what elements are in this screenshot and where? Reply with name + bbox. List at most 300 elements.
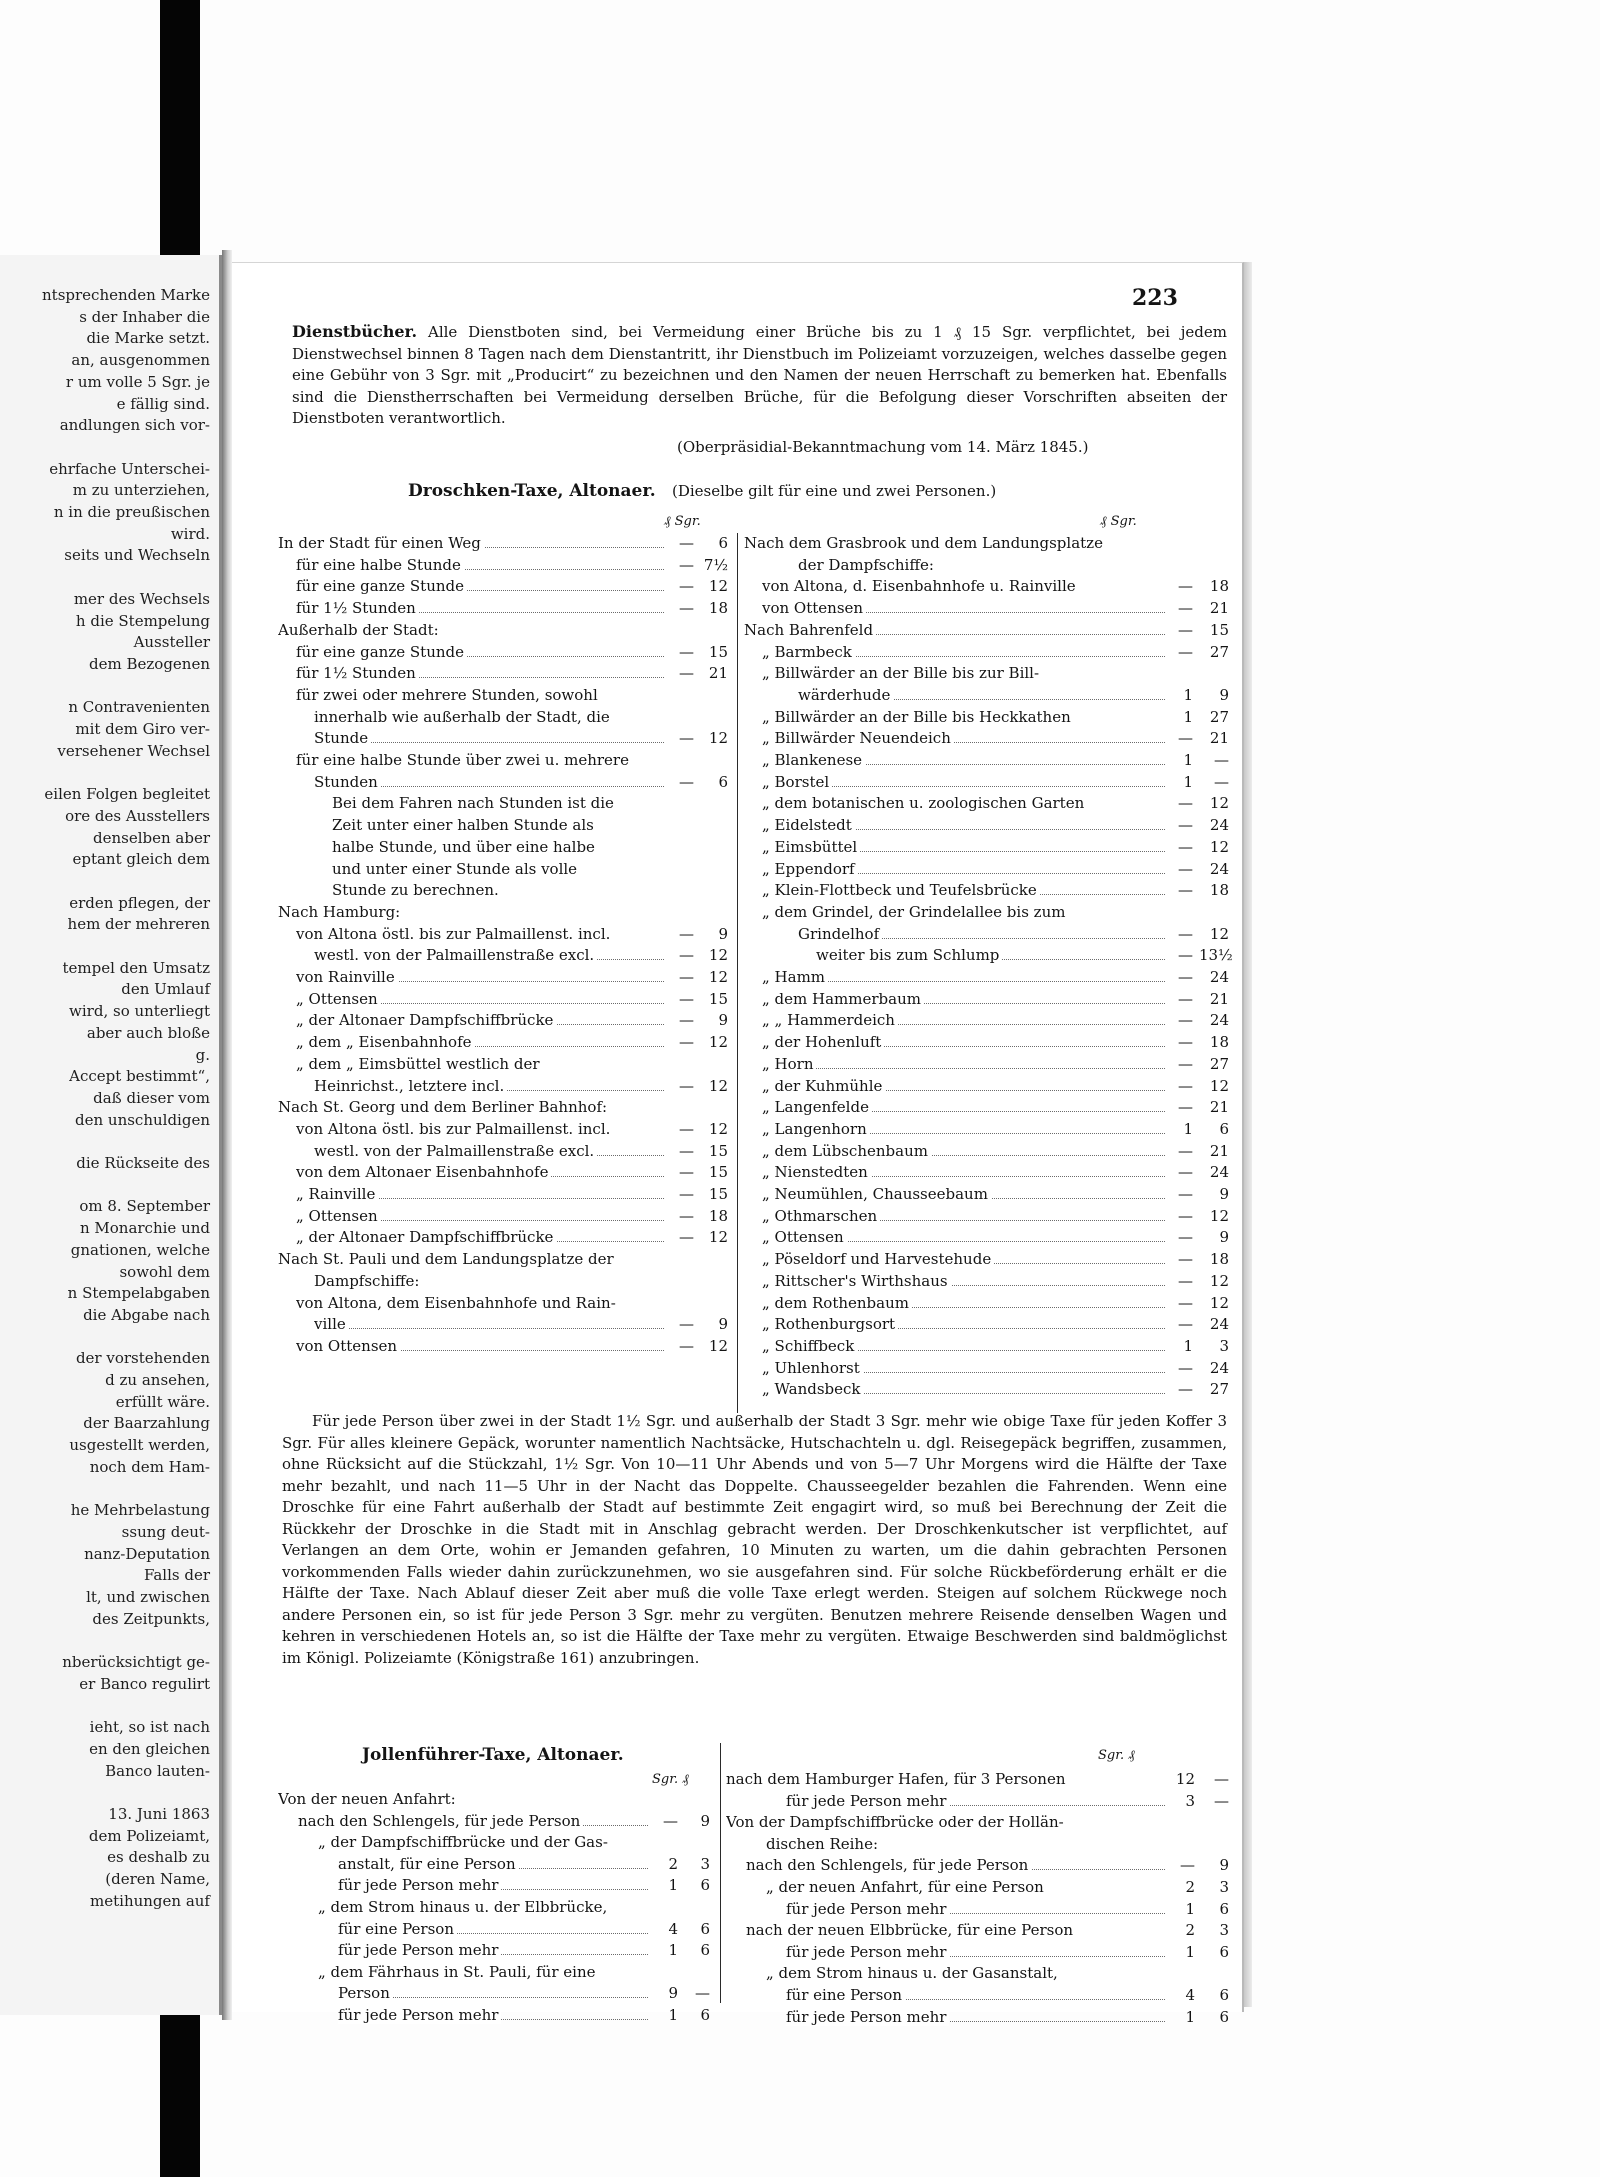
jollen-right-row-value-1: 1: [1185, 1942, 1195, 1961]
droschken-right-row-value-2: 18: [1209, 1250, 1229, 1269]
droschken-left-row: [278, 1054, 728, 1076]
droschken-right-row-value-2: 15: [1209, 620, 1229, 639]
droschken-left-row-label: „ Ottensen: [296, 989, 666, 1011]
jollen-title: Jollenführer-Taxe, Altonaer.: [362, 1745, 624, 1765]
droschken-right-row-label: wärderhude: [798, 685, 1167, 707]
jollen-right-row-label: Von der Dampfschiffbrücke oder der Hollän-: [726, 1812, 1167, 1834]
jollen-left-row-label: Person: [338, 1983, 650, 2005]
droschken-right-row-value-1: —: [1178, 1054, 1193, 1073]
droschken-left-row-value-2: 12: [708, 1119, 728, 1138]
left-leaf-line: [0, 1696, 222, 1717]
droschken-right-row-value-2: 24: [1209, 816, 1229, 835]
droschken-left-row: [278, 924, 728, 946]
left-leaf-line: hem der mehreren: [67, 915, 210, 934]
droschken-left-row-label: halbe Stunde, und über eine halbe: [332, 837, 666, 859]
left-leaf-line: ehrfache Unterschei-: [49, 459, 210, 478]
droschken-right-row-value-2: 21: [1209, 989, 1229, 1008]
left-leaf-line: n Monarchie und: [79, 1219, 210, 1238]
gutter-shadow: [222, 250, 232, 2020]
droschken-right-row-value-1: —: [1178, 1185, 1193, 1203]
droschken-right-row-label: „ Langenhorn: [762, 1119, 1167, 1141]
droschken-right-row-label: „ Hamm: [762, 967, 1167, 989]
left-leaf-line: n Stempelabgaben: [67, 1284, 210, 1303]
left-leaf-line: [0, 676, 222, 697]
droschken-right-row-value-1: —: [1178, 620, 1193, 639]
droschken-left-row-value-2: 21: [708, 664, 728, 683]
droschken-left-row-value-2: 12: [708, 1228, 728, 1247]
droschken-right-row-value-1: —: [1178, 599, 1193, 618]
jollen-column-rule: [720, 1743, 721, 2003]
jollen-left-table: [278, 1789, 710, 2029]
droschken-left-row-value-1: —: [679, 1206, 694, 1225]
jollen-left-row-label: für jede Person mehr: [338, 2005, 650, 2027]
droschken-right-row-value-2: 12: [1209, 1076, 1229, 1095]
droschken-right-row-label: „ Nienstedten: [762, 1162, 1167, 1184]
left-page-fragment: [0, 255, 222, 2015]
jollen-right-row-value-2: 3: [1219, 1921, 1229, 1940]
droschken-right-row-value-1: —: [1178, 946, 1193, 965]
jollen-right-row-label: „ der neuen Anfahrt, für eine Person: [766, 1877, 1167, 1899]
jollen-left-row-value-1: 1: [668, 1876, 678, 1895]
droschken-left-row-label: von Altona östl. bis zur Palmaillenst. incl.: [296, 1119, 666, 1141]
droschken-right-row-value-2: 3: [1219, 1336, 1229, 1355]
droschken-right-row: [744, 1054, 1229, 1076]
droschken-paragraph-text: Für jede Person über zwei in der Stadt 1½ Sgr. und außerhalb der Stadt 3 Sgr. mehr wie obige Taxe für jeden Koffer 3 Sgr. Für alles kleinere Gepäck, worunter namentlich Nachtsäcke, Hutschachteln u. dgl. Reisegepäck begriffen, zusammen, ohne Rücksicht auf die Stückzahl, 1½ Sgr. Von 10—11 Uhr Abends und von 5—7 Uhr Morgens wird die Hälfte der Taxe mehr bezahlt, und nach 11—5 Uhr in der Nacht das Doppelte. Chausseegelder bezahlen die Fahrenden. Wenn eine Droschke für eine Fahrt außerhalb der Stadt auf bestimmte Zeit engagirt wird, so muß bei Berechnung der Zeit die Rückkehr der Droschke in die Stadt mit in Anschlag gebracht werden. Der Droschkenkutscher ist verpflichtet, auf Verlangen an dem Orte, wohin er Jemanden gefahren, 10 Minuten zu warten, um die dahin gebrachten Personen vorkommenden Falls wieder dahin zurückzunehmen, wo sie ausgefahren sind. Für solche Rückbeförderung erhält er die Hälfte der Taxe. Nach Ablauf dieser Zeit aber muß die volle Taxe erlegt werden. Steigen auf solchem Rückwege noch andere Personen ein, so ist für jede Person 3 Sgr. mehr zu vergüten. Benutzen mehrere Reisende denselben Wagen und kehren in verschiedenen Hotels an, so ist die Hälfte der Taxe mehr zu vergüten. Etwaige Beschwerden sind baldmöglichst im Königl. Polizeiamte (Königstraße 161) anzubringen.: [282, 1412, 1227, 1667]
left-leaf-line: aber auch bloße: [86, 1023, 210, 1042]
droschken-right-row-value-2: 9: [1219, 685, 1229, 704]
droschken-right-row-value-1: —: [1178, 816, 1193, 835]
droschken-left-row: [278, 533, 728, 555]
droschken-left-row-label: Bei dem Fahren nach Stunden ist die: [332, 793, 666, 815]
jollen-left-row-value-2: 6: [700, 2006, 710, 2024]
droschken-left-row: [278, 1097, 728, 1119]
droschken-left-row-value-1: —: [679, 1185, 694, 1203]
jollen-left-row-label: für eine Person: [338, 1919, 650, 1941]
jollen-left-row-value-2: 6: [700, 1919, 710, 1938]
droschken-right-col-header: ₰ Sgr.: [1100, 514, 1137, 529]
droschken-left-row: [278, 837, 728, 859]
droschken-left-row-value-2: 6: [718, 534, 728, 552]
droschken-left-row: [278, 859, 728, 881]
droschken-left-row-label: für eine ganze Stunde: [296, 642, 666, 664]
droschken-right-row: [744, 967, 1229, 989]
droschken-right-row-label: weiter bis zum Schlump: [816, 945, 1167, 967]
left-leaf-line: om 8. September: [79, 1197, 210, 1216]
droschken-right-row: [744, 620, 1229, 642]
droschken-right-row-label: „ Billwärder an der Bille bis zur Bill-: [762, 663, 1167, 685]
jollen-left-row: [278, 2005, 710, 2027]
jollen-left-row: [278, 1811, 710, 1833]
left-leaf-line: es deshalb zu: [107, 1848, 210, 1867]
droschken-left-row-label: „ Rainville: [296, 1184, 666, 1206]
droschken-left-row-value-1: —: [679, 1315, 694, 1334]
left-leaf-line: usgestellt werden,: [69, 1436, 210, 1455]
left-leaf-line: Banco lauten-: [105, 1761, 210, 1780]
droschken-left-row-value-2: 9: [718, 1011, 728, 1030]
droschken-left-row: [278, 1336, 728, 1358]
droschken-left-row-label: von Ottensen: [296, 1336, 666, 1358]
jollen-right-row: [726, 1985, 1229, 2007]
droschken-right-row-value-1: —: [1178, 1163, 1193, 1182]
droschken-right-row-label: „ Eidelstedt: [762, 815, 1167, 837]
droschken-left-row-label: für eine halbe Stunde: [296, 555, 666, 577]
droschken-right-row-value-1: 1: [1183, 1336, 1193, 1355]
droschken-right-row-label: „ dem Grindel, der Grindelallee bis zum: [762, 902, 1167, 924]
droschken-right-row: [744, 576, 1229, 598]
left-leaf-line: der vorstehenden: [75, 1349, 210, 1368]
jollen-left-row: [278, 1897, 710, 1919]
droschken-left-row-value-1: —: [679, 1076, 694, 1095]
left-leaf-line: m zu unterziehen,: [72, 481, 210, 500]
left-leaf-line: erden pflegen, der: [69, 893, 210, 912]
droschken-right-row-label: der Dampfschiffe:: [798, 555, 1167, 577]
droschken-column-rule: [737, 533, 738, 1413]
droschken-right-row-value-1: —: [1178, 881, 1193, 900]
left-leaf-line: [0, 936, 222, 957]
droschken-right-row: [744, 533, 1229, 555]
jollen-left-row-label: für jede Person mehr: [338, 1940, 650, 1962]
droschken-right-row-label: Grindelhof: [798, 924, 1167, 946]
droschken-left-row: [278, 989, 728, 1011]
droschken-left-table: [278, 533, 728, 1413]
jollen-left-row-label: „ dem Fährhaus in St. Pauli, für eine: [318, 1962, 650, 1984]
droschken-left-row-value-1: —: [679, 577, 694, 596]
droschken-left-row-value-1: —: [679, 946, 694, 965]
left-leaf-line: ieht, so ist nach: [89, 1718, 210, 1737]
droschken-left-row: [278, 880, 728, 902]
jollen-right-row-label: für eine Person: [786, 1985, 1167, 2007]
jollen-right-row-label: für jede Person mehr: [786, 1942, 1167, 1964]
droschken-right-row-value-1: —: [1178, 1293, 1193, 1312]
jollen-right-row-value-1: 4: [1185, 1986, 1195, 2004]
left-leaf-line: den Umlauf: [121, 980, 210, 999]
droschken-right-row: [744, 1358, 1229, 1380]
droschken-right-row-value-1: —: [1178, 1206, 1193, 1225]
droschken-right-row-value-2: 21: [1209, 1098, 1229, 1117]
droschken-right-row-value-1: —: [1178, 924, 1193, 943]
binding-strip-top: [160, 0, 200, 262]
droschken-left-row-label: „ Ottensen: [296, 1206, 666, 1228]
droschken-right-row: [744, 815, 1229, 837]
jollen-right-row-value-2: 6: [1219, 1942, 1229, 1961]
jollen-right-row-label: dischen Reihe:: [766, 1834, 1167, 1856]
left-leaf-line: en den gleichen: [89, 1739, 210, 1758]
left-leaf-line: n Contravenienten: [68, 698, 210, 717]
droschken-right-row-value-1: 1: [1183, 685, 1193, 704]
droschken-right-row-value-1: 1: [1183, 751, 1193, 769]
droschken-left-row: [278, 707, 728, 729]
droschken-right-row-label: „ Wandsbeck: [762, 1379, 1167, 1401]
droschken-left-row-label: „ der Altonaer Dampfschiffbrücke: [296, 1227, 666, 1249]
droschken-right-row-value-1: —: [1178, 859, 1193, 878]
droschken-right-row-value-2: 24: [1209, 1011, 1229, 1030]
droschken-right-row-value-2: 27: [1209, 1054, 1229, 1073]
left-leaf-line: die Rückseite des: [76, 1154, 210, 1172]
droschken-right-row-value-1: —: [1178, 642, 1193, 661]
jollen-right-table: [726, 1769, 1229, 2034]
droschken-right-row-value-1: —: [1178, 1033, 1193, 1052]
jollen-left-row-label: anstalt, für eine Person: [338, 1854, 650, 1876]
left-leaf-line: des Zeitpunkts,: [92, 1609, 210, 1628]
droschken-right-row-value-1: —: [1178, 1011, 1193, 1030]
droschken-right-row-value-1: —: [1178, 1141, 1193, 1160]
droschken-right-row-value-2: 18: [1209, 1033, 1229, 1052]
droschken-right-row-value-2: 21: [1209, 1141, 1229, 1160]
jollen-left-row: [278, 1962, 710, 1984]
jollen-right-row: [726, 1963, 1229, 1985]
jollen-right-row: [726, 1855, 1229, 1877]
droschken-right-row: [744, 1076, 1229, 1098]
droschken-left-row-value-1: —: [679, 1141, 694, 1160]
left-leaf-line: [0, 1782, 222, 1803]
droschken-left-row-label: „ der Altonaer Dampfschiffbrücke: [296, 1010, 666, 1032]
droschken-right-row-label: von Altona, d. Eisenbahnhofe u. Rainville: [762, 576, 1167, 598]
left-leaf-line: he Mehrbelastung: [70, 1501, 210, 1520]
droschken-right-row-value-2: 18: [1209, 881, 1229, 900]
droschken-right-row-label: „ Blankenese: [762, 750, 1167, 772]
droschken-left-row-label: westl. von der Palmaillenstraße excl.: [314, 945, 666, 967]
left-leaf-line: Aussteller: [133, 633, 210, 652]
jollen-left-col-header: Sgr. ₰: [652, 1772, 689, 1787]
left-leaf-line: Falls der: [143, 1566, 210, 1585]
droschken-right-row: [744, 555, 1229, 577]
droschken-right-row: [744, 989, 1229, 1011]
droschken-right-row: [744, 1314, 1229, 1336]
droschken-right-row-label: „ Neumühlen, Chausseebaum: [762, 1184, 1167, 1206]
droschken-right-row-value-1: —: [1178, 1228, 1193, 1247]
droschken-left-row: [278, 1206, 728, 1228]
droschken-left-row: [278, 1119, 728, 1141]
droschken-right-row: [744, 924, 1229, 946]
left-leaf-line: [0, 1131, 222, 1152]
binding-strip-bottom: [160, 2012, 200, 2177]
droschken-right-row-value-2: 21: [1209, 599, 1229, 618]
droschken-right-row-value-2: 12: [1209, 794, 1229, 813]
droschken-left-row: [278, 1141, 728, 1163]
droschken-paragraph: [282, 1411, 1227, 1669]
droschken-right-row-value-2: 12: [1209, 1271, 1229, 1290]
droschken-right-row-label: „ der Hohenluft: [762, 1032, 1167, 1054]
droschken-left-row: [278, 1227, 728, 1249]
droschken-left-row: [278, 815, 728, 837]
jollen-left-row-label: „ dem Strom hinaus u. der Elbbrücke,: [318, 1897, 650, 1919]
droschken-left-row: [278, 685, 728, 707]
jollen-right-row-value-2: —: [1214, 1791, 1229, 1810]
jollen-left-row: [278, 1940, 710, 1962]
jollen-right-row-value-1: —: [1180, 1856, 1195, 1875]
droschken-left-row-value-1: —: [679, 599, 694, 618]
left-leaf-line: andlungen sich vor-: [59, 416, 210, 435]
droschken-right-row-label: Nach dem Grasbrook und dem Landungsplatze: [744, 533, 1167, 555]
droschken-left-row-label: von Rainville: [296, 967, 666, 989]
droschken-title: Droschken-Taxe, Altonaer.: [408, 481, 656, 501]
droschken-left-row: [278, 1314, 728, 1336]
droschken-right-row: [744, 902, 1229, 924]
droschken-right-row-value-1: —: [1178, 1380, 1193, 1399]
droschken-right-row-value-2: 9: [1219, 1185, 1229, 1203]
droschken-left-row-label: ville: [314, 1314, 666, 1336]
droschken-right-row-value-1: —: [1178, 1315, 1193, 1334]
droschken-right-row-label: Nach Bahrenfeld: [744, 620, 1167, 642]
left-leaf-line: ore des Ausstellers: [65, 806, 210, 825]
left-leaf-line: die Abgabe nach: [83, 1305, 210, 1324]
droschken-right-row-label: „ Borstel: [762, 772, 1167, 794]
jollen-right-row: [726, 1899, 1229, 1921]
droschken-left-row-label: Nach St. Georg und dem Berliner Bahnhof:: [278, 1097, 666, 1119]
jollen-right-row-label: nach den Schlengels, für jede Person: [746, 1855, 1167, 1877]
droschken-right-row-value-1: 1: [1183, 772, 1193, 791]
left-leaf-line: dem Bezogenen: [89, 654, 210, 673]
droschken-left-row-value-1: —: [679, 1011, 694, 1030]
droschken-left-row-value-2: 12: [708, 968, 728, 986]
left-leaf-line: dem Polizeiamt,: [88, 1826, 210, 1845]
left-leaf-line: daß dieser vom: [93, 1088, 210, 1107]
droschken-left-row-value-1: —: [679, 772, 694, 791]
droschken-right-row: [744, 859, 1229, 881]
droschken-left-row-label: „ dem „ Eisenbahnhofe: [296, 1032, 666, 1054]
droschken-right-row-value-1: —: [1178, 1271, 1193, 1290]
jollen-left-row-value-1: 1: [668, 1941, 678, 1960]
droschken-left-row-label: und unter einer Stunde als volle: [332, 859, 666, 881]
droschken-left-row-value-2: 15: [708, 1163, 728, 1182]
droschken-right-row: [744, 1336, 1229, 1358]
droschken-left-row: [278, 663, 728, 685]
droschken-right-row-label: „ Uhlenhorst: [762, 1358, 1167, 1380]
droschken-left-row: [278, 555, 728, 577]
droschken-right-row-value-1: —: [1178, 1358, 1193, 1377]
droschken-right-row-value-2: 27: [1209, 707, 1229, 726]
droschken-left-row-label: von Altona östl. bis zur Palmaillenst. incl.: [296, 924, 666, 946]
droschken-right-row-value-2: —: [1214, 751, 1229, 769]
droschken-right-row-value-1: —: [1178, 729, 1193, 748]
droschken-left-row: [278, 1249, 728, 1271]
droschken-right-row: [744, 1206, 1229, 1228]
droschken-left-row-value-1: —: [679, 989, 694, 1008]
droschken-left-row-label: innerhalb wie außerhalb der Stadt, die: [314, 707, 666, 729]
dienstbuecher-heading: Dienstbücher.: [292, 322, 418, 341]
left-leaf-line: eptant gleich dem: [72, 850, 210, 869]
left-leaf-line: tempel den Umsatz: [62, 958, 210, 977]
jollen-left-row-value-2: —: [695, 1984, 710, 2003]
droschken-subtitle: (Dieselbe gilt für eine und zwei Personen.): [672, 482, 997, 500]
left-leaf-line: noch dem Ham-: [89, 1457, 210, 1476]
left-leaf-line: Accept bestimmt“,: [69, 1067, 210, 1086]
droschken-left-row-value-2: 18: [708, 599, 728, 618]
left-leaf-line: mer des Wechsels: [73, 589, 210, 608]
droschken-right-row-label: „ Billwärder an der Bille bis Heckkathen: [762, 707, 1167, 729]
droschken-left-row-label: Heinrichst., letztere incl.: [314, 1076, 666, 1098]
droschken-right-row-value-1: —: [1178, 577, 1193, 596]
droschken-right-row-value-2: 12: [1209, 924, 1229, 943]
left-leaf-line: an, ausgenommen: [71, 351, 210, 370]
left-leaf-line: seits und Wechseln: [64, 546, 210, 565]
droschken-right-row-label: „ dem Hammerbaum: [762, 989, 1167, 1011]
droschken-right-row-label: „ dem botanischen u. zoologischen Garten: [762, 793, 1167, 815]
left-leaf-line: ntsprechenden Marke: [42, 286, 210, 304]
jollen-right-row-value-1: 12: [1175, 1770, 1195, 1788]
droschken-right-row-value-1: —: [1178, 1098, 1193, 1117]
left-leaf-line: ssung deut-: [121, 1522, 210, 1541]
jollen-right-row: [726, 1834, 1229, 1856]
droschken-left-row: [278, 902, 728, 924]
left-leaf-line: [0, 1327, 222, 1348]
jollen-right-row-value-1: 1: [1185, 1899, 1195, 1918]
droschken-right-row: [744, 1184, 1229, 1206]
droschken-right-row-value-1: —: [1178, 1076, 1193, 1095]
jollen-left-row: [278, 1789, 710, 1811]
droschken-left-row-value-1: —: [679, 664, 694, 683]
droschken-left-row-label: für eine ganze Stunde: [296, 576, 666, 598]
droschken-left-row: [278, 1010, 728, 1032]
left-leaf-line: eilen Folgen begleitet: [44, 785, 210, 804]
droschken-left-row-value-1: —: [679, 924, 694, 943]
left-leaf-line: [0, 1479, 222, 1500]
droschken-right-row-value-2: 6: [1219, 1119, 1229, 1138]
droschken-left-row-value-2: 7½: [703, 555, 728, 574]
droschken-left-row: [278, 945, 728, 967]
left-leaf-line: r um volle 5 Sgr. je: [65, 372, 210, 391]
droschken-right-row-value-2: 13½: [1199, 946, 1233, 965]
jollen-left-row-value-1: 4: [668, 1919, 678, 1938]
droschken-left-row-value-2: 15: [708, 1141, 728, 1160]
jollen-right-row-value-1: 3: [1185, 1791, 1195, 1810]
droschken-left-row-label: für 1½ Stunden: [296, 598, 666, 620]
droschken-left-row-label: In der Stadt für einen Weg: [278, 533, 666, 555]
droschken-left-row-value-1: —: [679, 1336, 694, 1355]
droschken-left-row-label: Stunde zu berechnen.: [332, 880, 666, 902]
jollen-right-row-value-1: 2: [1185, 1921, 1195, 1940]
droschken-left-row-value-2: 15: [708, 642, 728, 661]
droschken-left-row-value-2: 12: [708, 1336, 728, 1355]
jollen-right-row-value-1: 1: [1185, 2007, 1195, 2026]
droschken-left-col-header: ₰ Sgr.: [664, 514, 701, 529]
droschken-left-row-value-2: 15: [708, 1185, 728, 1203]
jollen-left-row-value-2: 6: [700, 1941, 710, 1960]
left-leaf-line: [0, 1175, 222, 1196]
left-leaf-line: 13. Juni 1863: [108, 1805, 210, 1823]
droschken-right-row-label: „ Horn: [762, 1054, 1167, 1076]
jollen-right-row: [726, 1791, 1229, 1813]
droschken-left-row-value-2: 12: [708, 729, 728, 748]
droschken-left-row-value-2: 15: [708, 989, 728, 1008]
droschken-right-row-value-2: 18: [1209, 577, 1229, 596]
jollen-left-row-value-1: 2: [668, 1854, 678, 1873]
left-leaf-line: [0, 871, 222, 892]
droschken-right-row-label: „ Eppendorf: [762, 859, 1167, 881]
jollen-right-row-value-2: 6: [1219, 1899, 1229, 1918]
droschken-right-row-value-2: 9: [1219, 1228, 1229, 1247]
jollen-right-col-header: Sgr. ₰: [1098, 1748, 1135, 1763]
droschken-right-row-value-2: 24: [1209, 1315, 1229, 1334]
left-leaf-line: lt, und zwischen: [86, 1588, 210, 1606]
droschken-left-row: [278, 642, 728, 664]
left-leaf-line: die Marke setzt.: [86, 329, 210, 348]
droschken-left-row-label: westl. von der Palmaillenstraße excl.: [314, 1141, 666, 1163]
droschken-right-row-label: „ Langenfelde: [762, 1097, 1167, 1119]
droschken-right-row: [744, 1227, 1229, 1249]
droschken-left-row-label: Nach Hamburg:: [278, 902, 666, 924]
droschken-left-row: [278, 967, 728, 989]
droschken-right-row: [744, 837, 1229, 859]
droschken-left-row-value-2: 12: [708, 577, 728, 596]
droschken-right-row-value-2: 21: [1209, 729, 1229, 748]
droschken-right-row: [744, 772, 1229, 794]
jollen-left-row-value-2: 3: [700, 1854, 710, 1873]
left-leaf-line: h die Stempelung: [75, 611, 210, 630]
droschken-left-row-label: Nach St. Pauli und dem Landungsplatze der: [278, 1249, 666, 1271]
droschken-right-row-value-2: 12: [1209, 1293, 1229, 1312]
droschken-right-row: [744, 945, 1233, 967]
